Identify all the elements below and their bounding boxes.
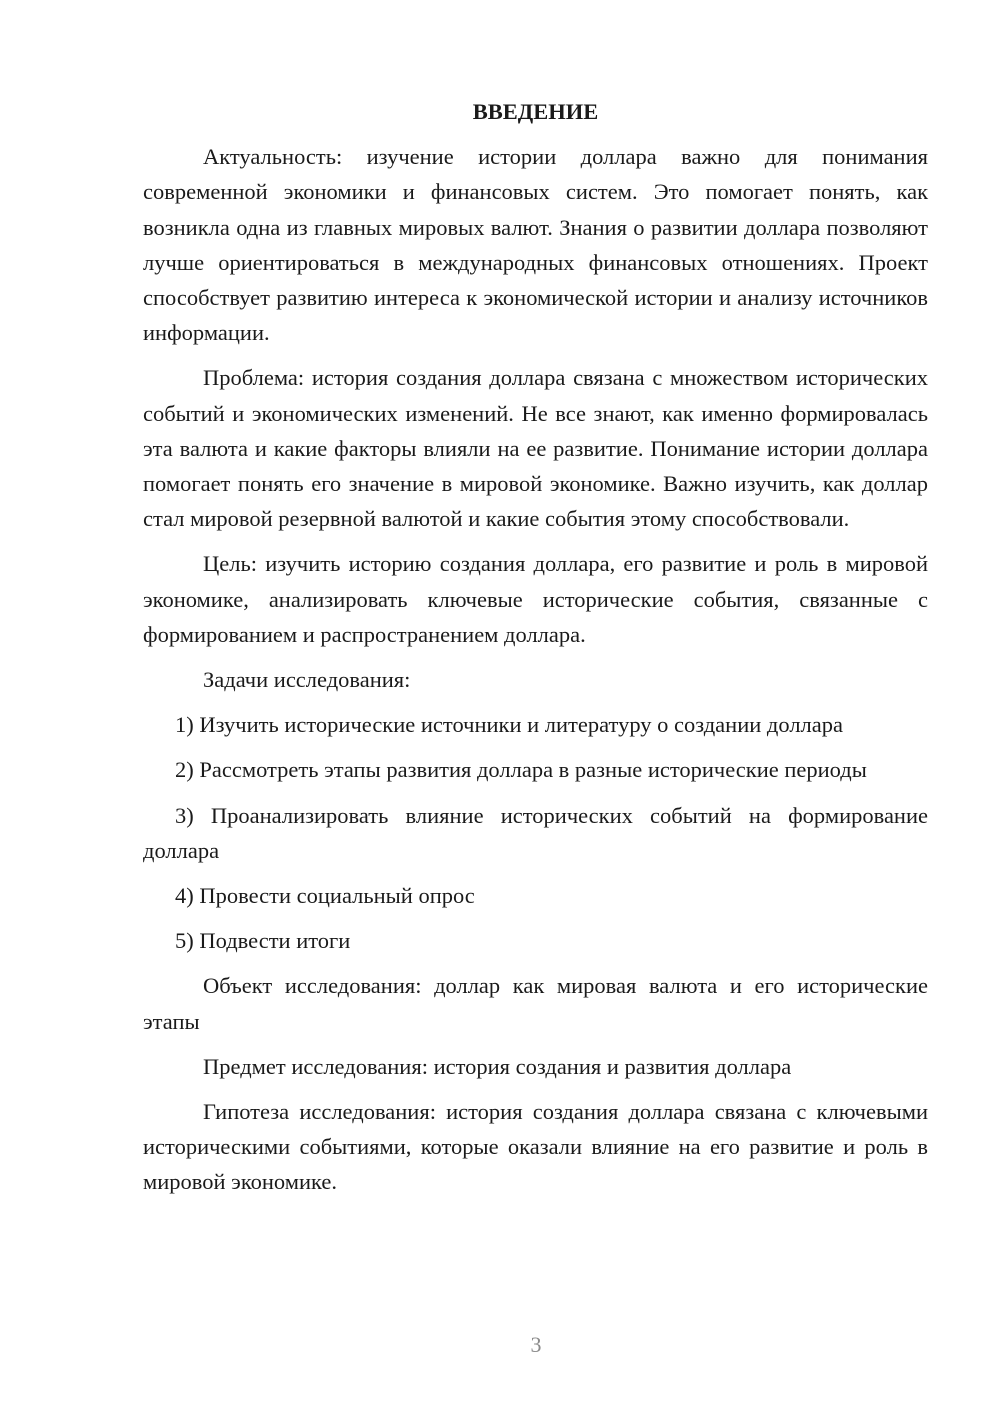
relevance-paragraph: Актуальность: изучение истории доллара важно для понимания современной экономики и финансовых систем. Это помогает понять, как возникла одна из главных мировых валют. Знания о развитии доллара позволяют лучше ориентироваться в международных финансовых отношениях. Проект способствует развитию интереса к экономической истории и анализу источников информации. [143, 144, 928, 346]
task-item-2: 2) Рассмотреть этапы развития доллара в разные исторические периоды [175, 757, 867, 783]
page-number: 3 [530, 1332, 542, 1357]
page-title: ВВЕДЕНИЕ [472, 99, 599, 124]
task-item-5: 5) Подвести итоги [175, 928, 351, 954]
subject-paragraph: Предмет исследования: история создания и развития доллара [203, 1053, 792, 1079]
object-paragraph: Объект исследования: доллар как мировая валюта и его исторические этапы [143, 973, 928, 1034]
task-item-3: 3) Проанализировать влияние исторических событий на формирование доллара [143, 802, 928, 863]
problem-paragraph: Проблема: история создания доллара связана с множеством исторических событий и экономических изменений. Не все знают, как именно формировалась эта валюта и какие факторы влияли на ее развитие. Понимание истории доллара помогает понять его значение в мировой экономике. Важно изучить, как доллар стал мировой резервной валютой и какие события этому способствовали. [143, 365, 928, 532]
hypothesis-paragraph: Гипотеза исследования: история создания доллара связана с ключевыми историческими событиями, которые оказали влияние на его развитие и роль в мировой экономике. [143, 1099, 928, 1195]
task-item-4: 4) Провести социальный опрос [175, 883, 475, 909]
tasks-heading: Задачи исследования: [203, 667, 411, 693]
task-item-1: 1) Изучить исторические источники и литературу о создании доллара [175, 712, 844, 738]
goal-paragraph: Цель: изучить историю создания доллара, его развитие и роль в мировой экономике, анализировать ключевые исторические события, связанные с формированием и распространением доллара. [143, 551, 928, 647]
document-page [143, 94, 928, 1210]
